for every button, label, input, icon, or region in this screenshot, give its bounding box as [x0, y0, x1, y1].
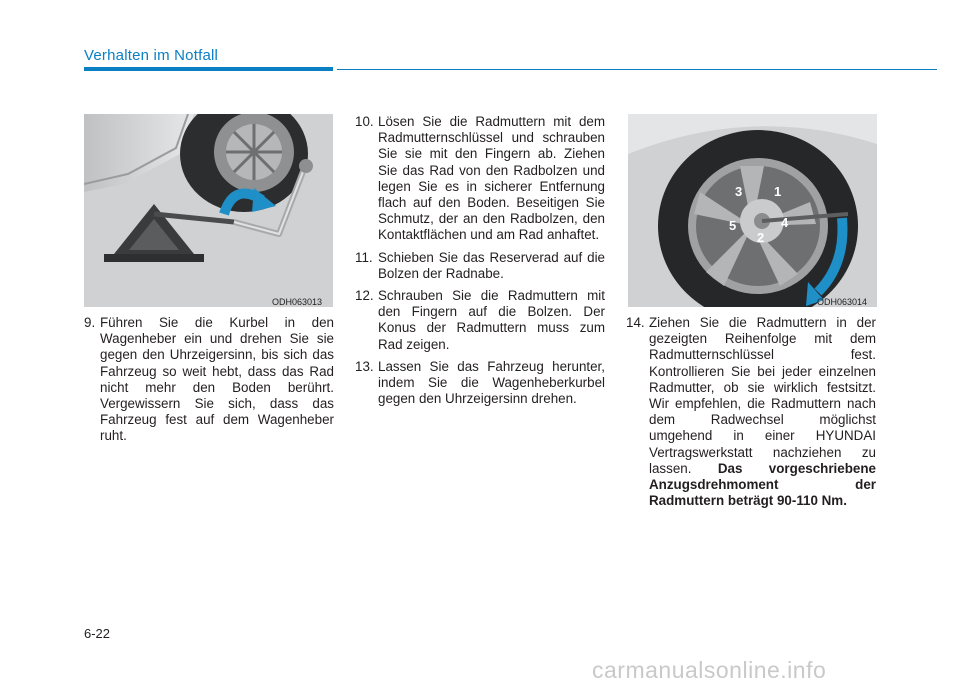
figure-jack-crank — [84, 114, 333, 307]
nut-label-3: 3 — [735, 184, 743, 199]
column-left — [84, 315, 334, 451]
torque-spec: Das vorgeschriebene Anzugsdrehmoment der Radmuttern beträgt 90-110 Nm. — [649, 460, 876, 509]
step-12 — [355, 288, 605, 353]
step-number: 9. — [84, 315, 96, 330]
step-text: Lassen Sie das Fahrzeug herunter, indem Sie die Wagenheberkurbel gegen den Uhrzeigersinn drehen. — [378, 358, 605, 407]
watermark: carmanualsonline.info — [592, 657, 827, 683]
figure-code-right: ODH063014 — [817, 297, 868, 307]
page-number: 6-22 — [84, 626, 111, 641]
nut-label-1: 1 — [774, 184, 782, 199]
section-title: Verhalten im Notfall — [84, 47, 219, 64]
step-text: Lösen Sie die Radmuttern mit dem Radmutternschlüssel und schrauben Sie sie mit den Fingern ab. Ziehen Sie das Rad von den Radbolzen und legen Sie es in sicherer Entfernung flach auf den Boden. Beseitigen Sie Schmutz, der an den Radbolzen, den Kontaktflächen und am Rad anhaftet. — [378, 114, 605, 243]
step-number: 11. — [355, 249, 373, 265]
column-middle — [355, 114, 605, 413]
jack-crank-illustration — [84, 114, 333, 307]
step-14 — [626, 315, 876, 509]
step-number: 14. — [626, 315, 645, 330]
step-number: 12. — [355, 288, 374, 304]
step-9 — [84, 315, 334, 445]
figure-code-left: ODH063013 — [272, 297, 323, 307]
step-10 — [355, 114, 605, 244]
column-right — [626, 315, 876, 515]
header-rule-thin — [337, 69, 937, 70]
step-13 — [355, 359, 605, 408]
step-number: 10. — [355, 114, 374, 129]
step-text: Schieben Sie das Reserverad auf die Bolzen der Radnabe. — [378, 249, 605, 281]
nut-label-2: 2 — [757, 230, 765, 245]
nut-label-4: 4 — [781, 215, 789, 230]
wheel-nut-order-illustration — [628, 114, 877, 307]
step-text: Schrauben Sie die Radmuttern mit den Fingern auf die Bolzen. Der Konus der Radmuttern muss zum Rad zeigen. — [378, 288, 605, 352]
step-text: Ziehen Sie die Radmuttern in der gezeigten Reihenfolge mit dem Radmutternschlüssel fest. Kontrollieren Sie bei jeder einzelnen Radmutter, ob sie wirklich festsitzt. Wir empfehlen, die Radmuttern nach dem Radwechsel möglichst umgehend in einer HYUNDAI Vertragswerkstatt nachziehen zu lassen. — [649, 315, 876, 476]
figure-wheel-nut-order — [628, 114, 877, 307]
header-rule-thick — [84, 67, 333, 71]
step-number: 13. — [355, 358, 374, 374]
nut-label-5: 5 — [729, 218, 737, 233]
step-text: Führen Sie die Kurbel in den Wagenheber ein und drehen Sie sie gegen den Uhrzeigersinn, bis sich das Fahrzeug so weit hebt, dass das Rad nicht mehr den Boden berührt. Vergewissern Sie sich, dass das Fahrzeug fest auf dem Wagenheber ruht. — [100, 315, 334, 444]
step-11 — [355, 250, 605, 282]
